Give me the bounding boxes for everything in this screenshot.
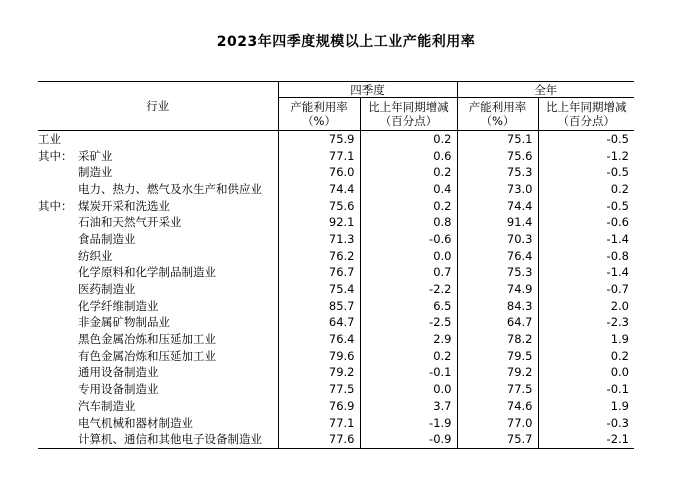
table-row bbox=[38, 331, 634, 348]
q4-rate-cell: 76.9 bbox=[278, 398, 360, 415]
year-rate-cell: 70.3 bbox=[457, 231, 538, 248]
q4-rate-cell: 64.7 bbox=[278, 315, 360, 332]
year-change-cell: -0.1 bbox=[538, 381, 634, 398]
table-header bbox=[38, 82, 634, 131]
industry-cell bbox=[38, 365, 278, 382]
year-change-cell: -0.5 bbox=[538, 164, 634, 181]
industry-name: 煤炭开采和洗选业 bbox=[78, 198, 170, 213]
year-rate-cell: 64.7 bbox=[457, 315, 538, 332]
year-change-cell: -0.6 bbox=[538, 214, 634, 231]
table-row bbox=[38, 131, 634, 148]
q4-rate-cell: 76.2 bbox=[278, 248, 360, 265]
row-prefix: 其中： bbox=[38, 198, 73, 213]
q4-change-cell: -1.9 bbox=[360, 415, 457, 432]
industry-name: 通用设备制造业 bbox=[78, 365, 159, 380]
year-change-cell: -1.2 bbox=[538, 148, 634, 165]
year-change-cell: 2.0 bbox=[538, 298, 634, 315]
industry-cell bbox=[38, 265, 278, 282]
q4-change-cell: 0.0 bbox=[360, 381, 457, 398]
q4-rate-cell: 75.4 bbox=[278, 281, 360, 298]
industry-name: 制造业 bbox=[78, 165, 113, 180]
industry-cell bbox=[38, 381, 278, 398]
year-rate-cell: 74.4 bbox=[457, 198, 538, 215]
table-row bbox=[38, 381, 634, 398]
industry-cell bbox=[38, 164, 278, 181]
table-row bbox=[38, 365, 634, 382]
industry-name: 黑色金属冶炼和压延加工业 bbox=[78, 332, 216, 347]
year-rate-cell: 75.7 bbox=[457, 431, 538, 448]
q4-rate-cell: 76.0 bbox=[278, 164, 360, 181]
industry-cell bbox=[38, 331, 278, 348]
year-rate-cell: 84.3 bbox=[457, 298, 538, 315]
table-row bbox=[38, 315, 634, 332]
year-rate-cell: 75.6 bbox=[457, 148, 538, 165]
q4-rate-cell: 76.4 bbox=[278, 331, 360, 348]
year-rate-cell: 74.9 bbox=[457, 281, 538, 298]
industry-cell bbox=[38, 148, 278, 165]
year-change-cell: -1.4 bbox=[538, 231, 634, 248]
group-header-q4: 四季度 bbox=[278, 82, 457, 98]
industry-cell bbox=[38, 281, 278, 298]
table-row bbox=[38, 431, 634, 448]
year-change-cell: 0.2 bbox=[538, 348, 634, 365]
q4-change-cell: -2.2 bbox=[360, 281, 457, 298]
table-title: 2023年四季度规模以上工业产能利用率 bbox=[216, 34, 476, 50]
industry-header: 行业 bbox=[38, 82, 278, 131]
q4-rate-cell: 77.1 bbox=[278, 415, 360, 432]
industry-cell bbox=[38, 131, 278, 148]
industry-name: 电气机械和器材制造业 bbox=[78, 415, 193, 430]
industry-name: 计算机、通信和其他电子设备制造业 bbox=[78, 432, 262, 447]
table-row bbox=[38, 148, 634, 165]
q4-rate-cell: 76.7 bbox=[278, 265, 360, 282]
q4-change-cell: 0.7 bbox=[360, 265, 457, 282]
industry-name: 石油和天然气开采业 bbox=[78, 215, 182, 230]
table-row bbox=[38, 231, 634, 248]
industry-name: 工业 bbox=[38, 131, 61, 146]
capacity-utilization-table bbox=[38, 81, 634, 449]
year-rate-cell: 79.5 bbox=[457, 348, 538, 365]
q4-change-header bbox=[360, 98, 457, 131]
table-body bbox=[38, 131, 634, 449]
industry-name: 汽车制造业 bbox=[78, 398, 136, 413]
row-prefix: 其中： bbox=[38, 148, 73, 163]
table-row bbox=[38, 298, 634, 315]
q4-rate-cell: 74.4 bbox=[278, 181, 360, 198]
year-change-cell: 1.9 bbox=[538, 331, 634, 348]
industry-cell bbox=[38, 248, 278, 265]
q4-change-cell: 0.8 bbox=[360, 214, 457, 231]
industry-cell bbox=[38, 198, 278, 215]
year-rate-header-line1: 产能利用率 bbox=[468, 100, 527, 114]
year-rate-header-line2: （%） bbox=[480, 114, 515, 128]
q4-change-cell: 6.5 bbox=[360, 298, 457, 315]
q4-change-cell: -0.6 bbox=[360, 231, 457, 248]
table-row bbox=[38, 281, 634, 298]
table-row bbox=[38, 164, 634, 181]
q4-change-cell: 0.2 bbox=[360, 348, 457, 365]
industry-cell bbox=[38, 231, 278, 248]
year-rate-cell: 77.0 bbox=[457, 415, 538, 432]
year-rate-header bbox=[457, 98, 538, 131]
industry-cell bbox=[38, 214, 278, 231]
year-rate-cell: 78.2 bbox=[457, 331, 538, 348]
q4-change-cell: 0.0 bbox=[360, 248, 457, 265]
industry-name: 化学纤维制造业 bbox=[78, 298, 159, 313]
q4-rate-header-line2: （%） bbox=[302, 114, 336, 128]
q4-change-cell: 0.6 bbox=[360, 148, 457, 165]
table-row bbox=[38, 214, 634, 231]
q4-rate-cell: 75.9 bbox=[278, 131, 360, 148]
year-change-cell: -0.5 bbox=[538, 198, 634, 215]
year-change-cell: -0.5 bbox=[538, 131, 634, 148]
table-row bbox=[38, 265, 634, 282]
industry-cell bbox=[38, 315, 278, 332]
year-change-cell: -0.7 bbox=[538, 281, 634, 298]
year-change-cell: -0.3 bbox=[538, 415, 634, 432]
year-change-cell: -2.3 bbox=[538, 315, 634, 332]
industry-name: 电力、热力、燃气及水生产和供应业 bbox=[78, 181, 262, 196]
q4-change-header-line1: 比上年同期增减 bbox=[368, 100, 449, 114]
q4-change-cell: 2.9 bbox=[360, 331, 457, 348]
year-rate-cell: 73.0 bbox=[457, 181, 538, 198]
table-row bbox=[38, 398, 634, 415]
year-rate-cell: 75.3 bbox=[457, 164, 538, 181]
year-rate-cell: 77.5 bbox=[457, 381, 538, 398]
q4-change-header-line2: （百分点） bbox=[379, 114, 438, 128]
q4-change-cell: 0.2 bbox=[360, 198, 457, 215]
year-rate-cell: 76.4 bbox=[457, 248, 538, 265]
q4-change-cell: 0.2 bbox=[360, 164, 457, 181]
year-change-cell: -1.4 bbox=[538, 265, 634, 282]
year-change-cell: 1.9 bbox=[538, 398, 634, 415]
year-rate-cell: 75.3 bbox=[457, 265, 538, 282]
year-rate-cell: 79.2 bbox=[457, 365, 538, 382]
year-rate-cell: 74.6 bbox=[457, 398, 538, 415]
industry-cell bbox=[38, 298, 278, 315]
q4-rate-cell: 77.6 bbox=[278, 431, 360, 448]
year-change-header-line1: 比上年同期增减 bbox=[546, 100, 627, 114]
year-rate-cell: 75.1 bbox=[457, 131, 538, 148]
industry-cell bbox=[38, 181, 278, 198]
industry-name: 医药制造业 bbox=[78, 282, 136, 297]
q4-rate-cell: 92.1 bbox=[278, 214, 360, 231]
q4-change-cell: -2.5 bbox=[360, 315, 457, 332]
q4-change-cell: -0.1 bbox=[360, 365, 457, 382]
table-row bbox=[38, 348, 634, 365]
industry-name: 食品制造业 bbox=[78, 231, 136, 246]
industry-name: 化学原料和化学制品制造业 bbox=[78, 265, 216, 280]
group-header-year: 全年 bbox=[457, 82, 634, 98]
q4-rate-cell: 77.1 bbox=[278, 148, 360, 165]
industry-name: 有色金属冶炼和压延加工业 bbox=[78, 348, 216, 363]
table-row bbox=[38, 415, 634, 432]
q4-rate-cell: 85.7 bbox=[278, 298, 360, 315]
q4-rate-cell: 75.6 bbox=[278, 198, 360, 215]
q4-rate-cell: 71.3 bbox=[278, 231, 360, 248]
q4-rate-cell: 77.5 bbox=[278, 381, 360, 398]
industry-cell bbox=[38, 415, 278, 432]
year-rate-cell: 91.4 bbox=[457, 214, 538, 231]
year-change-cell: 0.0 bbox=[538, 365, 634, 382]
table-row bbox=[38, 248, 634, 265]
q4-change-cell: 0.2 bbox=[360, 131, 457, 148]
year-change-cell: 0.2 bbox=[538, 181, 634, 198]
q4-rate-header-line1: 产能利用率 bbox=[290, 100, 348, 114]
q4-change-cell: 0.4 bbox=[360, 181, 457, 198]
year-change-cell: -0.8 bbox=[538, 248, 634, 265]
industry-cell bbox=[38, 348, 278, 365]
industry-name: 专用设备制造业 bbox=[78, 382, 159, 397]
q4-rate-cell: 79.6 bbox=[278, 348, 360, 365]
year-change-header bbox=[538, 98, 634, 131]
q4-change-cell: 3.7 bbox=[360, 398, 457, 415]
q4-rate-header bbox=[278, 98, 360, 131]
industry-cell bbox=[38, 398, 278, 415]
table-row bbox=[38, 181, 634, 198]
year-change-header-line2: （百分点） bbox=[557, 114, 615, 128]
industry-name: 纺织业 bbox=[78, 248, 113, 263]
industry-name: 非金属矿物制品业 bbox=[78, 315, 170, 330]
q4-rate-cell: 79.2 bbox=[278, 365, 360, 382]
year-change-cell: -2.1 bbox=[538, 431, 634, 448]
q4-change-cell: -0.9 bbox=[360, 431, 457, 448]
industry-cell bbox=[38, 431, 278, 448]
industry-name: 采矿业 bbox=[78, 148, 113, 163]
table-row bbox=[38, 198, 634, 215]
